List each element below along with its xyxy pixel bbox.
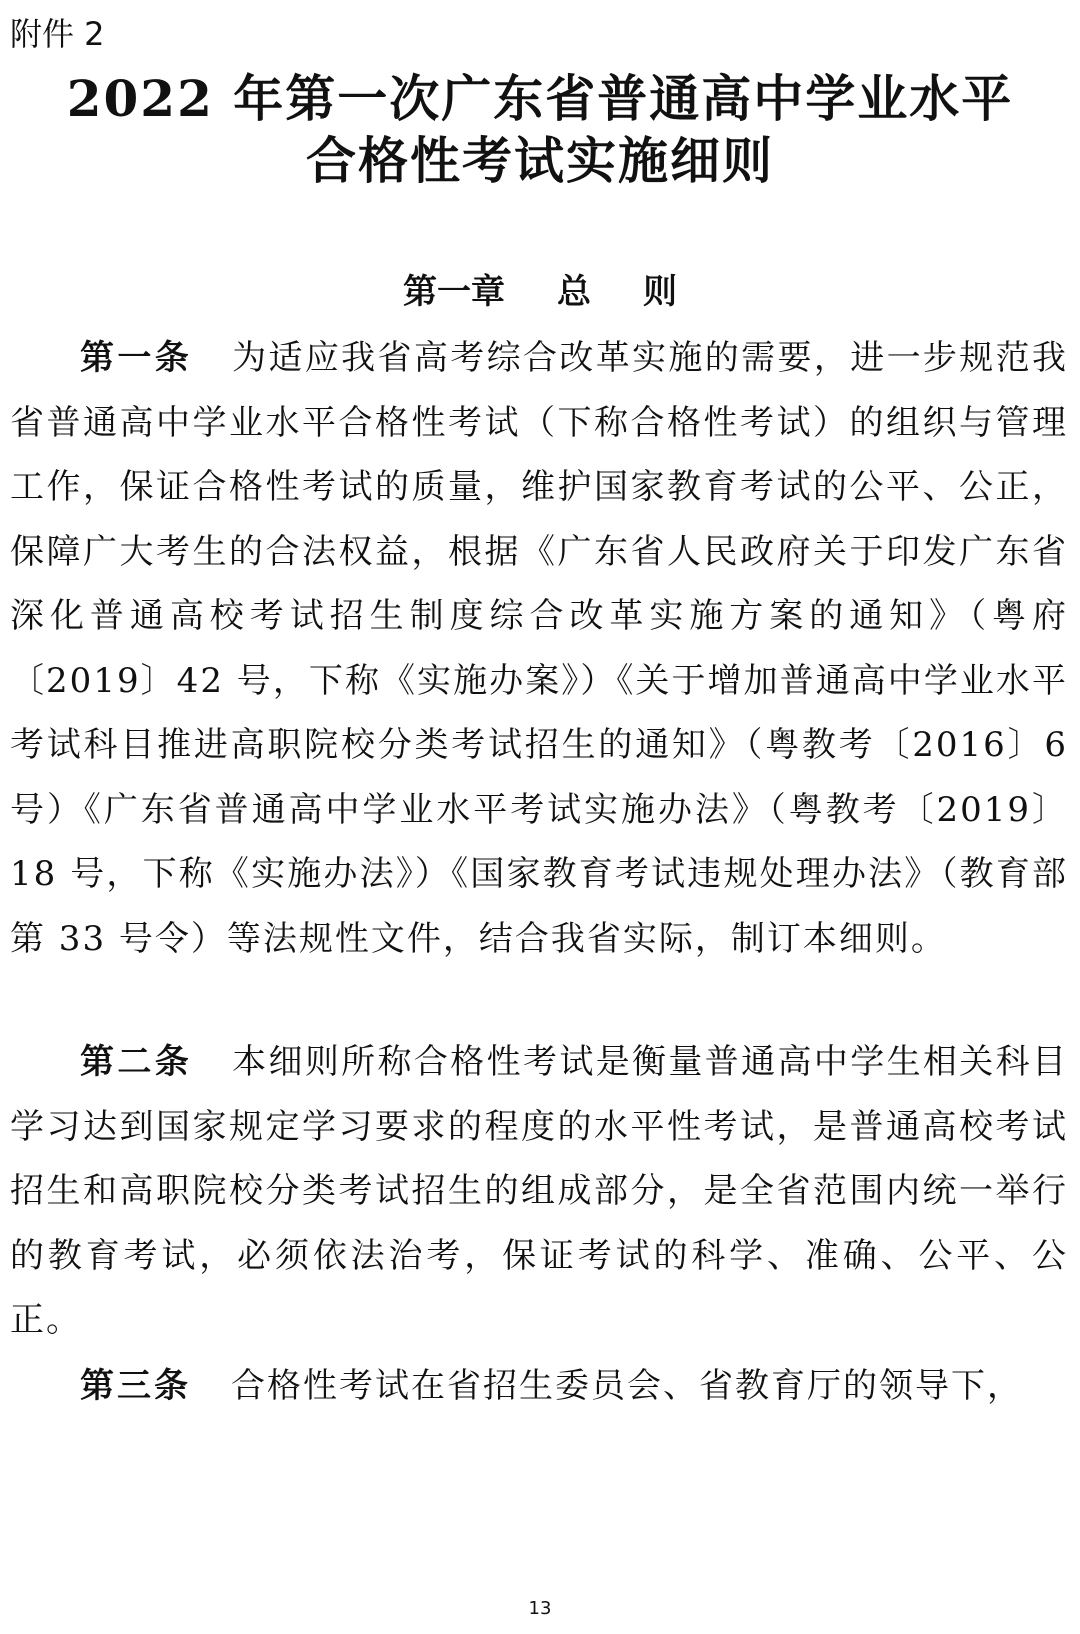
article-2 xyxy=(10,1030,1068,1353)
article-3 xyxy=(10,1354,1068,1419)
attachment-label: 附件 2 xyxy=(10,15,105,53)
chapter-name-part2: 则 xyxy=(643,272,677,312)
article-label: 第二条 xyxy=(80,1042,193,1082)
article-text: 为适应我省高考综合改革实施的需要，进一步规范我省普通高中学业水平合格性考试（下称合格性考试）的组织与管理工作，保证合格性考试的质量，维护国家教育考试的公平、公正，保障广大考生的合法权益，根据《广东省人民政府关于印发广东省深化普通高校考试招生制度综合改革实施方案的通知》（粤府〔2019〕42 号，下称《实施办案》）《关于增加普通高中学业水平考试科目推进高职院校分类考试招生的通知》（粤教考〔2016〕6 号）《广东省普通高中学业水平考试实施办法》（粤教考〔2019〕18 号，下称《实施办法》）《国家教育考试违规处理办法》（教育部第 33 号令）等法规性文件，结合我省实际，制订本细则。 xyxy=(10,338,1069,959)
article-label: 第一条 xyxy=(80,338,193,378)
article-1 xyxy=(10,326,1068,971)
document-title-line-1: 2022 年第一次广东省普通高中学业水平 xyxy=(66,69,1014,128)
article-label: 第三条 xyxy=(80,1366,191,1406)
chapter-name-part1: 总 xyxy=(557,272,591,312)
document-title-line-2: 合格性考试实施细则 xyxy=(306,131,774,190)
article-text: 合格性考试在省招生委员会、省教育厅的领导下， xyxy=(231,1366,1023,1406)
article-text: 本细则所称合格性考试是衡量普通高中学生相关科目学习达到国家规定学习要求的程度的水平性考试，是普通高校考试招生和高职院校分类考试招生的组成部分，是全省范围内统一举行的教育考试，必须依法治考，保证考试的科学、准确、公平、公正。 xyxy=(10,1042,1069,1340)
page-number: 13 xyxy=(528,1598,552,1619)
chapter-number: 第一章 xyxy=(403,272,505,312)
chapter-heading xyxy=(0,270,1080,314)
